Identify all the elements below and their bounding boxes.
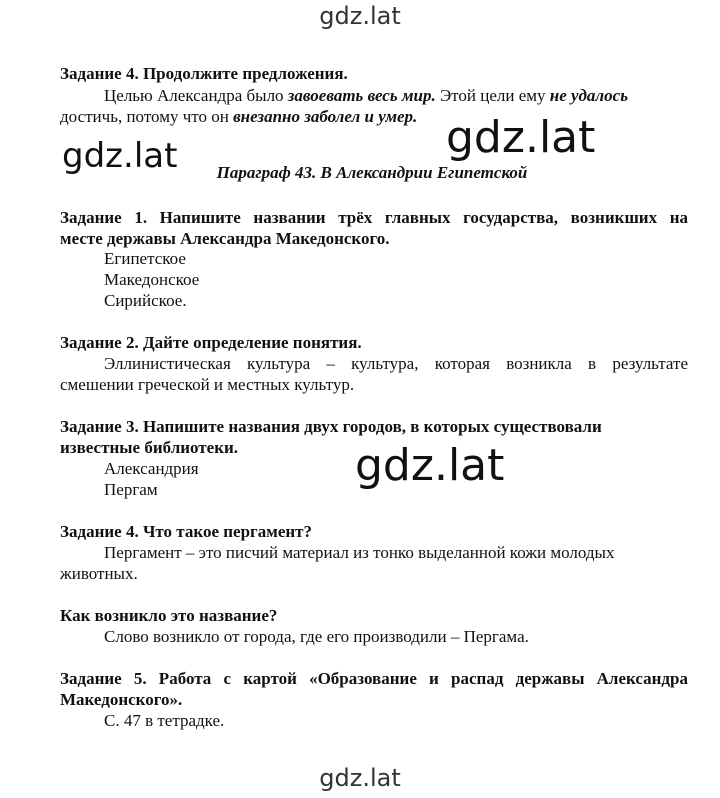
task1-answer: Македонское bbox=[104, 270, 200, 289]
task2-heading: Задание 2. Дайте определение понятия. bbox=[60, 333, 362, 352]
task5-answer: С. 47 в тетрадке. bbox=[104, 711, 225, 730]
task4-prev-line1 bbox=[104, 86, 628, 106]
task3-answer: Александрия bbox=[104, 459, 199, 478]
text-segment: Целью Александра было bbox=[104, 86, 288, 105]
task3-answer: Пергам bbox=[104, 480, 158, 499]
task1-answer: Египетское bbox=[104, 249, 186, 268]
text-segment: достичь, потому что он bbox=[60, 107, 234, 126]
task5-heading-line1: Задание 5. Работа с картой «Образование и распад державы Александра bbox=[60, 669, 688, 688]
question-heading: Как возникло это название? bbox=[60, 606, 278, 625]
question-answer: Слово возникло от города, где его производили – Пергама. bbox=[104, 627, 529, 646]
answer-segment: не удалось bbox=[549, 86, 628, 105]
task4-line2: животных. bbox=[60, 564, 138, 583]
task4-prev-heading: Задание 4. Продолжите предложения. bbox=[60, 64, 348, 83]
watermark-top: gdz.lat bbox=[319, 2, 401, 30]
task1-heading-line1: Задание 1. Напишите названии трёх главных государства, возникших на bbox=[60, 208, 688, 227]
task1-answer: Сирийское. bbox=[104, 291, 187, 310]
task2-line1: Эллинистическая культура – культура, которая возникла в результате bbox=[104, 354, 688, 373]
task1-heading-line2: месте державы Александра Македонского. bbox=[60, 229, 390, 248]
task5-heading-line2: Македонского». bbox=[60, 690, 183, 709]
task3-heading-line1: Задание 3. Напишите названия двух городов, в которых существовали bbox=[60, 417, 602, 436]
text-segment: Этой цели ему bbox=[435, 86, 550, 105]
paragraph-title: Параграф 43. В Александрии Египетской bbox=[216, 163, 528, 182]
watermark-right: gdz.lat bbox=[446, 112, 596, 163]
task4-line1: Пергамент – это писчий материал из тонко выделанной кожи молодых bbox=[104, 543, 615, 562]
task2-line2: смешении греческой и местных культур. bbox=[60, 375, 355, 394]
answer-segment: завоевать весь мир. bbox=[287, 86, 436, 105]
watermark-left: gdz.lat bbox=[62, 136, 178, 176]
task4-prev-line2 bbox=[60, 107, 417, 127]
task4-heading: Задание 4. Что такое пергамент? bbox=[60, 522, 313, 541]
watermark-bottom: gdz.lat bbox=[319, 764, 401, 792]
answer-segment: внезапно заболел и умер. bbox=[233, 107, 418, 126]
watermark-center: gdz.lat bbox=[355, 440, 505, 491]
task3-heading-line2: известные библиотеки. bbox=[60, 438, 239, 457]
